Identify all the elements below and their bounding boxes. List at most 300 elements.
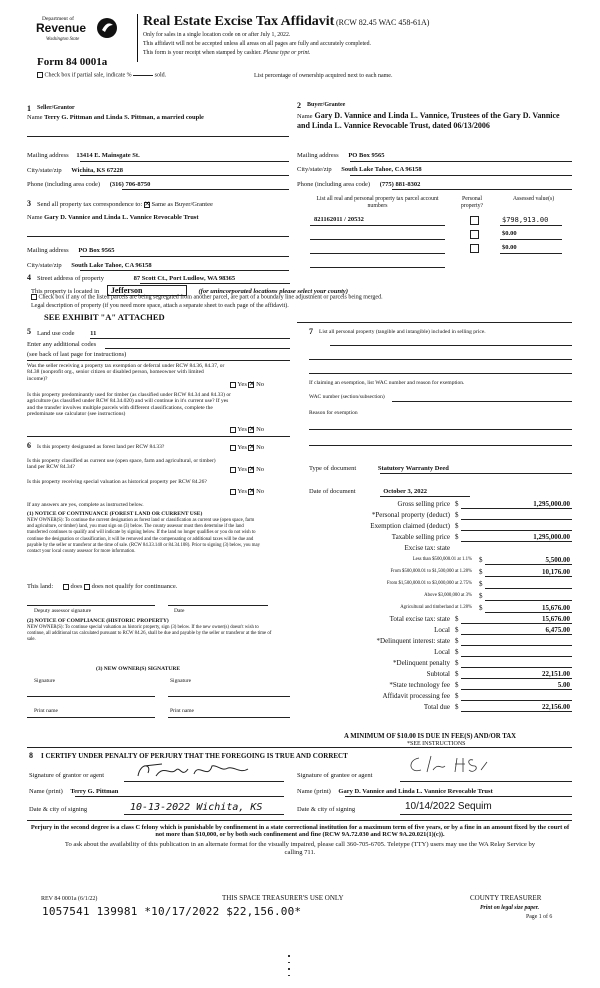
assessed-value[interactable]: $0.00 (502, 244, 517, 251)
exhibit-text: SEE EXHIBIT "A" ATTACHED (44, 312, 165, 322)
grantor-name-row (29, 788, 118, 795)
s5-q1-no-checkbox[interactable] (248, 382, 254, 388)
additional-codes-line (105, 348, 290, 349)
tax-row (309, 670, 572, 680)
dollar-sign: $ (479, 568, 483, 576)
tax-row (309, 533, 572, 543)
s5-q2-answers (230, 426, 264, 433)
s7-line-1 (330, 345, 572, 346)
owner-sig-label-2: Signature (170, 678, 192, 684)
seller-phone[interactable]: (316) 706-8750 (109, 181, 151, 188)
minimum-due-note: A MINIMUM OF $10.00 IS DUE IN FEE(S) AND/OR TAX (344, 733, 517, 740)
grantee-date-label: Date & city of signing (297, 806, 356, 813)
doc-date[interactable]: October 3, 2022 (383, 488, 427, 495)
grantee-signature[interactable] (405, 752, 505, 778)
additional-codes-label: Enter any additional codes (27, 341, 97, 348)
form-number: Form 84 0001a (37, 56, 108, 68)
tax-value-line (461, 508, 572, 509)
buyer-city-line (350, 175, 572, 176)
new-owner-sig-title: (3) NEW OWNER(S) SIGNATURE (96, 666, 180, 672)
seller-line-1 (27, 136, 289, 137)
tax-row-value[interactable]: 22,156.00 (542, 703, 570, 711)
grantor-date-label: Date & city of signing (29, 806, 88, 813)
grantor-signature[interactable] (130, 760, 260, 782)
correspondence-label: Send all property tax correspondence to: (37, 201, 143, 208)
section-7-divider (297, 322, 572, 323)
grantor-name-label: Name (print) (29, 788, 63, 795)
parcel-row-3 (310, 244, 572, 256)
s3-city-label: City/state/zip (27, 262, 62, 269)
this-land-label: This land: (27, 583, 54, 590)
segregated-checkbox[interactable] (31, 294, 37, 300)
s6-answer-yes: If any answers are yes, complete as instructed below. (27, 502, 144, 508)
doc-type-line (380, 473, 572, 474)
tax-row-label: Above $3,000,000 at 3% (424, 593, 472, 598)
tax-row-label: Excise tax: state (404, 544, 450, 552)
tax-row (309, 556, 572, 566)
seller-mailing-label: Mailing address (27, 152, 69, 159)
yes-label: Yes (237, 488, 247, 495)
dollar-sign: $ (455, 648, 459, 656)
s5-q2-yes-checkbox[interactable] (230, 427, 236, 433)
street-address-line (140, 283, 290, 284)
seller-city[interactable]: Wichita, KS 67228 (71, 167, 124, 174)
page-center-dots (288, 955, 290, 985)
owner-print-label-1: Print name (34, 708, 58, 714)
assessed-line (500, 239, 562, 240)
seller-phone-line (122, 189, 289, 190)
parcel-line (310, 239, 445, 240)
buyer-city-row (297, 166, 422, 173)
no-label: No (256, 426, 265, 433)
dollar-sign: $ (455, 511, 459, 519)
parcel-line (310, 225, 445, 226)
yes-label: Yes (237, 426, 247, 433)
tax-row (309, 544, 572, 554)
tax-value-line (461, 689, 572, 690)
dor-logo (36, 16, 126, 48)
buyer-name[interactable]: Gary D. Vannice and Linda L. Vannice, Trustees of the Gary D. Vannice and Linda L. Vannice Revocable Trust, dated 06/13/2006 (297, 111, 560, 130)
land-use-code[interactable]: 11 (90, 330, 97, 337)
tax-value-line (461, 519, 572, 520)
s6-question-3: Is this property receiving special valuation as historical property per RCW 84.26? (27, 479, 207, 485)
doc-type-label: Type of document (309, 465, 357, 472)
seller-name-label: Name (27, 114, 43, 121)
street-address-label: Street address of property (37, 275, 104, 282)
tax-row-label: Subtotal (426, 670, 450, 678)
tax-row-label: Less than $500,000.01 at 1.1% (412, 557, 472, 562)
doc-type[interactable]: Statutory Warranty Deed (377, 465, 449, 472)
tax-value-line (461, 530, 572, 531)
no-label: No (256, 466, 265, 473)
s3-city-row (27, 262, 152, 269)
tax-row-value[interactable]: 5.00 (557, 681, 570, 689)
tax-value-line (485, 588, 572, 589)
grantee-sig-label: Signature of grantee or agent (297, 772, 373, 779)
dollar-sign: $ (455, 500, 459, 508)
dollar-sign: $ (455, 626, 459, 634)
section-8-bottom-border (27, 820, 572, 821)
section-4-number: 4 (27, 273, 31, 282)
tax-row-label: From $1,500,000.01 to $3,000,000 at 2.75% (386, 581, 472, 586)
buyer-mailing-row (297, 152, 384, 159)
tax-row (309, 692, 572, 702)
tax-row-label: Taxable selling price (391, 533, 450, 541)
dor-emblem-icon (96, 17, 118, 39)
land-use-label: Land use code (37, 330, 75, 337)
s6-q2-answers (230, 466, 264, 473)
tax-row (309, 592, 572, 602)
owner-sig-line-2[interactable] (168, 696, 290, 697)
treasurer-space-label: THIS SPACE TREASURER'S USE ONLY (222, 894, 344, 902)
tax-row-label: Local (434, 626, 450, 634)
grantor-sig-line (124, 781, 284, 782)
s3-mailing-label: Mailing address (27, 247, 69, 254)
dollar-sign: $ (455, 522, 459, 530)
page-number: Page 1 of 6 (526, 914, 553, 920)
legal-description-label: Legal description of property (if you need more space, attach a separate sheet to each page of the affidavit). (31, 303, 289, 309)
dollar-sign: $ (455, 681, 459, 689)
notice-2-title: (2) NOTICE OF COMPLIANCE (HISTORIC PROPERTY) (27, 618, 169, 624)
doc-type-row (309, 465, 449, 472)
section-6-number: 6 (27, 441, 31, 450)
buyer-city[interactable]: South Lake Tahoe, CA 96158 (341, 166, 422, 173)
section-8-top-border (27, 747, 572, 748)
tax-row (309, 522, 572, 532)
deputy-sig-line[interactable] (27, 605, 155, 606)
tax-value-line (461, 645, 572, 646)
county-select[interactable]: Jefferson (107, 285, 187, 296)
section-3-name-row (27, 214, 199, 221)
s6-q3-no-checkbox[interactable] (248, 489, 254, 495)
tax-row-value[interactable]: 15,676.00 (542, 604, 570, 612)
revenue-label: Revenue (36, 21, 87, 35)
s3-mailing-line (80, 256, 289, 257)
doc-date-label: Date of document (309, 488, 356, 495)
deputy-date-label: Date (174, 608, 185, 614)
tax-row (309, 626, 572, 636)
tax-value-line (461, 634, 572, 635)
grantor-sig-label: Signature of grantor or agent (29, 772, 105, 779)
section-2-number: 2 (297, 101, 301, 110)
s5-divider-1 (27, 360, 290, 361)
owner-print-line-1[interactable] (27, 717, 155, 718)
wac-line[interactable] (392, 401, 572, 402)
grantee-sig-line (400, 781, 572, 782)
tax-row-value[interactable]: 6,475.00 (545, 626, 570, 634)
tax-value-line (461, 623, 572, 624)
tax-row-value[interactable]: 10,176.00 (542, 568, 570, 576)
owner-sig-label-1: Signature (34, 678, 56, 684)
s3-line (27, 236, 289, 237)
dollar-sign: $ (455, 692, 459, 700)
tax-row-label: *Delinquent penalty (393, 659, 450, 667)
dollar-sign: $ (455, 670, 459, 678)
grantee-date[interactable]: 10/14/2022 Sequim (405, 801, 492, 812)
seller-phone-row (27, 181, 150, 188)
tax-row (309, 703, 572, 713)
section-5-number: 5 (27, 327, 31, 336)
tax-row (309, 500, 572, 510)
notice-2-text: NEW OWNER(S): To continue special valuation as historic property, sign (3) below. If the new owner(s) doesn't wish to continue, all additional tax calculated pursuant to RCW 84.26, shall be due and payable by the seller or transferor at the time of sale. (27, 625, 272, 643)
s5-divider-2 (27, 436, 290, 437)
notice-1-text: NEW OWNER(S): To continue the current designation as forest land or classification as current use (open space, farm and agriculture, or timber) land, you must sign on (3) below. The county assessor must then determine if the land transferred continues to qualify and will indicate by signing below. If the land no longer qualifies or you do not wish to continue the designation or classification, it will be removed and the compensating or additional taxes will be due and payable by the seller or transferor at the time of sale. (RCW 84.33.140 or 84.34.108). Prior to signing (3) below, you may contact your local county assessor for more information. (27, 518, 260, 555)
tax-value-line (485, 576, 572, 577)
no-label: No (256, 381, 265, 388)
section-3-number: 3 (27, 199, 31, 208)
buyer-phone-label: Phone (including area code) (297, 181, 371, 188)
tax-row-label: *Delinquent interest: state (376, 637, 450, 645)
grantor-date[interactable]: 10-13-2022 Wichita, KS (130, 802, 263, 813)
s3-city[interactable]: South Lake Tahoe, CA 96158 (71, 262, 152, 269)
list-pct-note: List percentage of ownership acquired next to each name. (254, 73, 393, 79)
perjury-warning: Perjury in the second degree is a class C felony which is punishable by confinement in a state correctional institution for a maximum term of five years, or by a fine in an amount fixed by the court of not more than $10,000, or by both such confinement and fine (RCW 9A.72.030 and RCW 9A.20.021(1)(c)). (30, 824, 570, 839)
certify-statement: I CERTIFY UNDER PENALTY OF PERJURY THAT THE FOREGOING IS TRUE AND CORRECT (41, 752, 348, 760)
tax-row-label: *State technology fee (389, 681, 450, 689)
parcel-number[interactable]: 821162011 / 20532 (314, 216, 364, 223)
partial-sale-pct-field[interactable] (133, 75, 153, 76)
tax-row-value[interactable]: 1,295,000.00 (533, 500, 570, 508)
parcel-row-1 (310, 216, 572, 228)
header-divider (137, 14, 138, 62)
section-3-row (37, 201, 213, 208)
seller-city-label: City/state/zip (27, 167, 62, 174)
availability-note: To ask about the availability of this publication in an alternate format for the visually impaired, please call 360-705-6705. Teletype (TTY) users may use the WA Relay Service by calling 711. (64, 841, 536, 856)
does-label: does (70, 583, 83, 590)
tax-row-label: Gross selling price (397, 500, 450, 508)
buyer-phone-row (297, 181, 420, 188)
dollar-sign: $ (479, 604, 483, 612)
title-rcw: (RCW 82.45 WAC 458-61A) (335, 18, 430, 27)
exemption-label: If claiming an exemption, list WAC number and reason for exemption. (309, 380, 465, 386)
tax-value-line (461, 711, 572, 712)
tax-value-line (461, 678, 572, 679)
seller-city-row (27, 167, 123, 174)
reason-label: Reason for exemption (309, 410, 358, 416)
dollar-sign: $ (479, 592, 483, 600)
sold-label: sold. (154, 72, 167, 79)
buyer-mailing[interactable]: PO Box 9565 (348, 152, 385, 159)
buyer-mailing-line (350, 161, 572, 162)
tax-value-line (461, 700, 572, 701)
tax-row (309, 681, 572, 691)
tax-row (309, 637, 572, 647)
tax-row (309, 580, 572, 590)
tax-row (309, 568, 572, 578)
buyer-phone[interactable]: (775) 881-8302 (379, 181, 421, 188)
s6-q1-yes-checkbox[interactable] (230, 445, 236, 451)
s6-q2-no-checkbox[interactable] (248, 467, 254, 473)
note-1: Only for sales in a single location code on or after July 1, 2022. (143, 32, 291, 38)
this-land-row (27, 583, 177, 590)
tax-row (309, 648, 572, 658)
grantee-name-row (297, 788, 493, 795)
s3-mailing-row (27, 247, 114, 254)
assessed-value[interactable]: $798,913.00 (502, 216, 549, 224)
s3-name[interactable]: Gary D. Vannice and Linda L. Vannice Revocable Trust (44, 214, 199, 221)
note-3-italic: Please type or print. (263, 50, 311, 56)
does-checkbox[interactable] (63, 584, 69, 590)
tax-row-value[interactable]: 22,151.00 (542, 670, 570, 678)
tax-row-label: *Personal property (deduct) (371, 511, 450, 519)
s3-city-line (80, 270, 289, 271)
tax-row-value[interactable]: 5,500.00 (545, 556, 570, 564)
tax-row (309, 659, 572, 669)
section-1-number: 1 (27, 104, 31, 113)
located-note: (for unincorporated locations please select your county) (198, 288, 348, 295)
dollar-sign: $ (479, 556, 483, 564)
tax-value-line (485, 600, 572, 601)
parcel-col-header-1: List all real and personal property tax parcel account numbers (316, 196, 439, 209)
seller-mailing[interactable]: 13414 E. Mainsgate St. (76, 152, 140, 159)
tax-row-label: Total excise tax: state (389, 615, 450, 623)
parcel-col-header-2: Personal property? (460, 196, 484, 209)
buyer-mailing-label: Mailing address (297, 152, 339, 159)
notice-1-title: (1) NOTICE OF CONTINUANCE (FOREST LAND OR CURRENT USE) (27, 511, 203, 517)
deputy-date-line[interactable] (168, 605, 268, 606)
owner-sig-line-1[interactable] (27, 696, 155, 697)
grantor-date-row (29, 806, 87, 813)
assessed-line (500, 253, 562, 254)
note-3 (143, 50, 310, 57)
section-7-number: 7 (309, 327, 313, 336)
does-not-checkbox[interactable] (84, 584, 90, 590)
land-use-line (90, 338, 290, 339)
tax-row-label: Exemption claimed (deduct) (370, 522, 450, 530)
washington-label: Washington State (46, 37, 80, 42)
tax-value-line (461, 656, 572, 657)
page-title (143, 14, 429, 30)
wac-label: WAC number (section/subsection) (309, 394, 385, 400)
s7-line-2 (309, 359, 572, 360)
tax-row (309, 511, 572, 521)
partial-sale-label: Check box if partial sale, indicate % (44, 72, 132, 79)
tax-row-label: From $500,000.01 to $1,500,000 at 1.28% (390, 569, 472, 574)
seller-heading: Seller/Grantor (37, 105, 75, 111)
form-revision: REV 84 0001a (6/1/22) (41, 896, 98, 902)
deputy-sig-label: Deputy assessor signature (34, 608, 92, 614)
tax-value-line (485, 612, 572, 613)
buyer-city-label: City/state/zip (297, 166, 332, 173)
see-back-label: (see back of last page for instructions) (27, 351, 127, 358)
yes-label: Yes (237, 381, 247, 388)
s7-line-3 (309, 373, 572, 374)
reason-line-2 (309, 445, 572, 446)
grantee-date-row (297, 806, 355, 813)
cashier-receipt-stamp: 1057541 139981 *10/17/2022 $22,156.00* (42, 905, 302, 918)
personal-property-label: List all personal property (tangible and intangible) included in selling price. (319, 329, 486, 335)
yes-label: Yes (237, 444, 247, 451)
assessed-line (500, 225, 562, 226)
grantee-date-line (400, 814, 572, 815)
section-8-number: 8 (29, 751, 33, 760)
note-3-text: This form is your receipt when stamped by cashier. (143, 50, 262, 56)
personal-property-checkbox[interactable] (470, 230, 479, 239)
grantee-name[interactable]: Gary D. Vannice and Linda L. Vannice Revocable Trust (338, 788, 493, 795)
dollar-sign: $ (455, 615, 459, 623)
tax-row (309, 615, 572, 625)
partial-sale-checkbox[interactable] (37, 72, 43, 78)
yes-label: Yes (237, 466, 247, 473)
grantee-name-line (345, 796, 572, 797)
tax-row-value[interactable]: 1,295,000.00 (533, 533, 570, 541)
dept-of-label: Department of (42, 16, 74, 22)
county-treasurer-label: COUNTY TREASURER (470, 894, 542, 902)
street-address[interactable]: 87 Scott Ct., Port Ludlow, WA 98365 (133, 275, 236, 282)
s6-q3-answers (230, 488, 264, 495)
no-label: No (256, 488, 265, 495)
seller-city-line (80, 175, 289, 176)
grantee-name-label: Name (print) (297, 788, 331, 795)
grantor-name[interactable]: Terry G. Pittman (70, 788, 119, 795)
tax-row-label: Total due (423, 703, 450, 711)
tax-row-label: Agricultural and timberland at 1.28% (400, 605, 472, 610)
seller-mailing-line (80, 161, 289, 162)
dollar-sign: $ (479, 580, 483, 588)
does-not-label: does not qualify for continuance. (91, 583, 178, 590)
located-label: This property is located in (31, 288, 100, 295)
buyer-name-row (297, 111, 572, 130)
dollar-sign: $ (455, 703, 459, 711)
parcel-line (310, 253, 445, 254)
s6-question-1: Is this property designated as forest land per RCW 84.33? (37, 444, 165, 450)
s6-question-2: Is this property classified as current use (open space, farm and agricultural, or timber) land per RCW 84.34? (27, 458, 216, 471)
owner-print-line-2[interactable] (168, 717, 290, 718)
s5-q1-yes-checkbox[interactable] (230, 382, 236, 388)
doc-date-line (380, 496, 470, 497)
parcel-col-header-3: Assessed value(s) (512, 196, 555, 202)
s3-mailing[interactable]: PO Box 9565 (78, 247, 115, 254)
tax-value-line (461, 541, 572, 542)
s3-name-label: Name (27, 214, 43, 221)
tax-row-label: Affidavit processing fee (382, 692, 450, 700)
tax-value-line (485, 564, 572, 565)
dollar-sign: $ (455, 659, 459, 667)
buyer-phone-line (392, 189, 572, 190)
partial-sale-row (37, 72, 166, 79)
personal-property-checkbox[interactable] (470, 216, 479, 225)
street-address-row (37, 275, 235, 282)
s5-q2-no-checkbox[interactable] (248, 427, 254, 433)
s6-q1-no-checkbox[interactable] (248, 445, 254, 451)
legal-paper-note: Print on legal size paper. (480, 905, 540, 911)
segregated-label: Check box if any of the listed parcels are being segregated from another parcel, are part of a boundary line adjustment or parcels being merged. (38, 294, 383, 301)
grantor-date-line (124, 814, 284, 815)
tax-row-label: Local (434, 648, 450, 656)
s6-q2-yes-checkbox[interactable] (230, 467, 236, 473)
buyer-heading: Buyer/Grantee (307, 102, 346, 108)
owner-print-label-2: Print name (170, 708, 194, 714)
tax-row (309, 604, 572, 614)
s6-q3-yes-checkbox[interactable] (230, 489, 236, 495)
see-instructions-note: *SEE INSTRUCTIONS (407, 741, 466, 747)
seller-name[interactable]: Terry G. Pittman and Linda S. Pittman, a married couple (44, 114, 204, 121)
parcel-line-extra (310, 267, 445, 268)
s5-question-2: Is this property predominantly used for timber (as classified under RCW 84.34 and 84.33) or agriculture (as classified under RCW 84.34.020) and will continue in it's current use? If yes and the transfer involves multiple parcels with different classifications, complete the predominate use calculator (see instructions) (27, 392, 231, 417)
seller-phone-label: Phone (including area code) (27, 181, 101, 188)
same-as-buyer-label: Same as Buyer/Grantee (151, 201, 213, 208)
tax-row-value[interactable]: 15,676.00 (542, 615, 570, 623)
grantor-name-line (75, 796, 284, 797)
dollar-sign: $ (455, 637, 459, 645)
s5-q1-answers (230, 381, 264, 388)
personal-property-checkbox[interactable] (470, 244, 479, 253)
reason-line[interactable] (309, 429, 572, 430)
seller-name-row (27, 114, 289, 121)
same-as-buyer-checkbox[interactable] (144, 202, 150, 208)
assessed-value[interactable]: $0.00 (502, 230, 517, 237)
no-label: No (256, 444, 265, 451)
